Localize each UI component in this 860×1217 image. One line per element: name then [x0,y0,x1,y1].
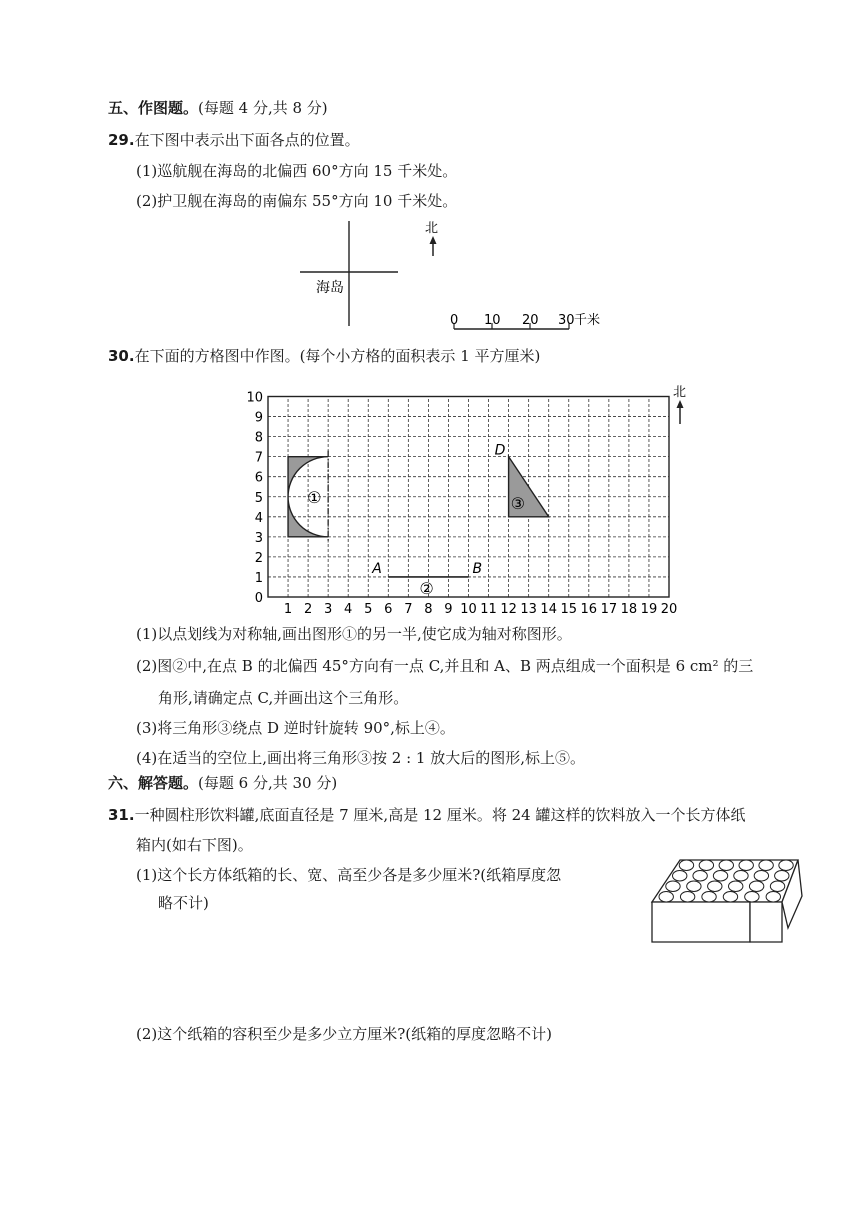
x-tick-label: 20 [660,602,678,617]
q29-stem-text: 在下图中表示出下面各点的位置。 [134,131,360,149]
section-6-title: 六、解答题。 [108,774,199,792]
x-tick-label: 10 [460,602,477,617]
q30-north-label: 北 [673,385,687,400]
x-tick-label: 4 [344,602,353,617]
can-top-icon [693,871,707,881]
cardboard-box-illustration [640,850,810,950]
scale-tick-30: 30 [558,313,575,328]
y-tick-label: 3 [254,530,263,546]
can-top-icon [775,871,789,881]
q30-stem-text: 在下面的方格图中作图。(每个小方格的面积表示 1 平方厘米) [134,347,541,365]
q29-sub1: (1)巡航舰在海岛的北偏西 60°方向 15 千米处。 [136,162,458,180]
section-5-score: (每题 4 分,共 8 分) [198,99,328,117]
can-top-icon [754,871,768,881]
x-tick-label: 13 [520,602,537,617]
point-a-label: A [372,560,382,577]
x-tick-label: 19 [640,602,658,617]
q31-stem-line2: 箱内(如右下图)。 [136,836,253,854]
can-top-icon [699,860,713,870]
can-top-icon [719,860,733,870]
can-top-icon [759,860,773,870]
island-label: 海岛 [316,280,344,296]
y-tick-label: 4 [254,510,263,526]
q29-north-label: 北 [425,221,439,236]
x-tick-label: 8 [424,602,433,617]
y-tick-label: 0 [254,591,263,606]
y-tick-label: 2 [254,550,263,566]
q31-sub2: (2)这个纸箱的容积至少是多少立方厘米?(纸箱的厚度忽略不计) [136,1025,552,1043]
x-tick-label: 6 [384,602,393,617]
can-top-icon [734,871,748,881]
can-top-icon [708,881,722,891]
x-tick-label: 7 [404,602,413,617]
y-tick-label: 10 [246,390,263,406]
can-top-icon [673,871,687,881]
can-top-icon [779,860,793,870]
box-side-face [750,902,782,942]
x-tick-label: 3 [324,602,333,617]
x-tick-label: 15 [560,602,578,617]
x-tick-label: 18 [620,602,638,617]
q30-sub2-line1: (2)图②中,在点 B 的北偏西 45°方向有一点 C,并且和 A、B 两点组成一个面积是 6 cm² 的三 [136,657,754,675]
q30-number: 30. [108,347,135,365]
box-front-face [652,902,750,942]
q31-stem-text: 一种圆柱形饮料罐,底面直径是 7 厘米,高是 12 厘米。将 24 罐这样的饮料放入一个长方体纸 [134,806,746,824]
can-top-icon [745,892,759,902]
y-tick-label: 9 [254,410,263,426]
y-tick-label: 6 [254,470,263,486]
x-tick-label: 9 [444,602,453,617]
can-top-icon [659,892,673,902]
point-d-label: D [494,442,506,459]
section-6-score: (每题 6 分,共 30 分) [198,774,338,792]
scale-unit: 千米 [574,313,601,328]
q31-stem-line1 [108,805,745,825]
q30-sub4: (4)在适当的空位上,画出将三角形③按 2 : 1 放大后的图形,标上⑤。 [136,749,585,767]
scale-tick-0: 0 [450,313,459,328]
shape-2-label: ② [419,578,434,598]
scale-tick-10: 10 [484,313,501,328]
q30-sub1: (1)以点划线为对称轴,画出图形①的另一半,使它成为轴对称图形。 [136,625,572,643]
can-top-icon [713,871,727,881]
can-top-icon [723,892,737,902]
q30-sub3: (3)将三角形③绕点 D 逆时针旋转 90°,标上④。 [136,719,455,737]
scale-tick-20: 20 [522,313,539,328]
x-tick-label: 16 [580,602,598,617]
can-top-icon [749,881,763,891]
x-tick-label: 5 [364,602,373,617]
can-top-icon [679,860,693,870]
x-tick-label: 17 [600,602,618,617]
can-top-icon [739,860,753,870]
q29-sub2: (2)护卫舰在海岛的南偏东 55°方向 10 千米处。 [136,192,458,210]
can-top-icon [702,892,716,902]
can-top-icon [770,881,784,891]
y-tick-label: 7 [254,450,263,466]
q31-sub1-line2: 略不计) [158,894,209,912]
can-top-icon [687,881,701,891]
q31-sub1-line1: (1)这个长方体纸箱的长、宽、高至少各是多少厘米?(纸箱厚度忽 [136,866,562,884]
q31-number: 31. [108,806,135,824]
x-tick-label: 2 [303,602,313,617]
q29-number: 29. [108,131,135,149]
y-tick-label: 1 [254,570,263,586]
shape-3-label: ③ [510,493,525,513]
can-top-icon [666,881,680,891]
can-top-icon [680,892,694,902]
section-5-title: 五、作图题。 [108,99,199,117]
y-tick-label: 8 [254,430,263,446]
can-top-icon [766,892,780,902]
x-tick-label: 12 [500,602,517,617]
x-tick-label: 11 [480,602,497,617]
point-b-label: B [472,560,483,577]
y-tick-label: 5 [254,490,263,506]
x-tick-label: 14 [540,602,557,617]
can-top-icon [729,881,743,891]
section-6-heading [108,773,337,793]
q30-north-arrowhead-icon [677,400,684,408]
shape-1-label: ① [307,487,322,507]
x-tick-label: 1 [283,602,293,617]
q30-sub2-line2: 角形,请确定点 C,并画出这个三角形。 [158,689,409,707]
